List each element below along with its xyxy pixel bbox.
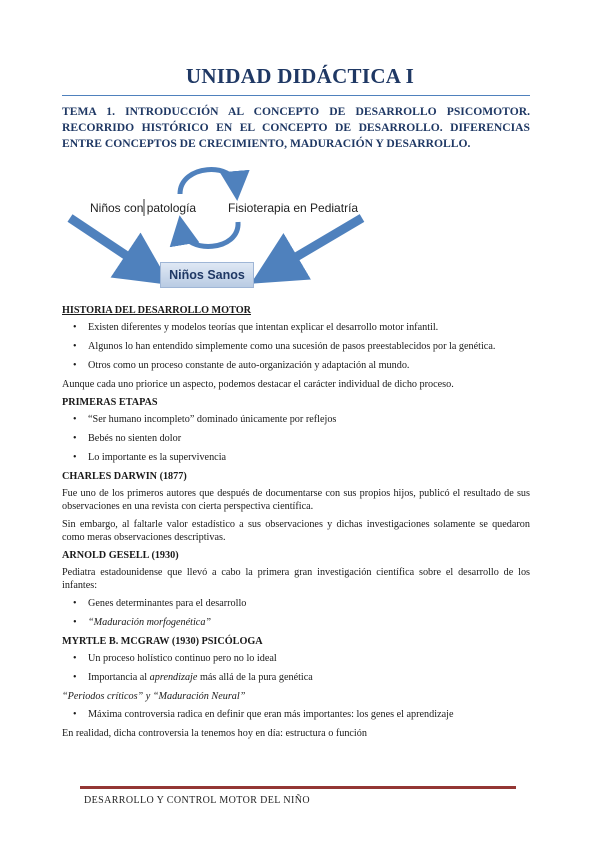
- list-item: • Bebés no sienten dolor: [62, 432, 530, 445]
- primeras-list: [62, 413, 530, 464]
- darwin-paragraph-1: Fue uno de los primeros autores que después de documentarse con sus propios hijos, publicó el resultado de sus observaciones en una revista con cierta perspectiva científica.: [62, 488, 530, 512]
- footer-text: DESARROLLO Y CONTROL MOTOR DEL NIÑO: [84, 795, 310, 806]
- primeras-heading: PRIMERAS ETAPAS: [62, 397, 158, 408]
- historia-note: Aunque cada uno priorice un aspecto, podemos destacar el carácter individual de dicho proceso.: [62, 379, 454, 390]
- darwin-paragraph-2: Sin embargo, al faltarle valor estadístico a sus observaciones y dichas investigaciones solamente se quedaron como meras observaciones descriptivas.: [62, 519, 530, 543]
- mcgraw-list: [62, 652, 530, 684]
- concept-diagram: [62, 160, 462, 295]
- list-item: • Un proceso holístico continuo pero no lo ideal: [62, 652, 530, 665]
- unit-title: UNIDAD DIDÁCTICA I: [185, 64, 415, 88]
- diagram-arrows: [62, 160, 462, 295]
- gesell-list: [62, 597, 530, 629]
- mcgraw-quote: “Periodos críticos” y “Maduración Neural”: [62, 691, 246, 702]
- list-item: • Lo importante es la supervivencia: [62, 451, 530, 464]
- diagram-left-label: Niños con patología: [90, 201, 197, 215]
- text-fragment: más allá de la pura genética: [197, 672, 313, 683]
- content-body: [62, 304, 530, 745]
- list-item: • Máxima controversia radica en definir que eran más importantes: los genes el aprendizaje: [62, 708, 530, 721]
- tema-heading: TEMA 1. INTRODUCCIÓN AL CONCEPTO DE DESARROLLO PSICOMOTOR. RECORRIDO HISTÓRICO EN EL CONCEPTO DE DESARROLLO. DIFERENCIAS ENTRE CONCEPTOS DE CRECIMIENTO, MADURACIÓN Y DESARROLLO.: [62, 105, 530, 150]
- mcgraw-heading: MYRTLE B. MCGRAW (1930) PSICÓLOGA: [62, 636, 263, 647]
- list-item: • Genes determinantes para el desarrollo: [62, 597, 530, 610]
- arrow-left-down-icon: [70, 218, 148, 270]
- gesell-heading: ARNOLD GESELL (1930): [62, 550, 179, 561]
- historia-list: [62, 321, 530, 372]
- title-divider: [62, 95, 530, 96]
- cycle-arrow-top-icon: [180, 170, 236, 194]
- list-item: • Otros como un proceso constante de auto-organización y adaptación al mundo.: [62, 359, 530, 372]
- mcgraw-list-2: [62, 708, 530, 721]
- arrow-right-down-icon: [274, 218, 362, 270]
- historia-heading: HISTORIA DEL DESARROLLO MOTOR: [62, 305, 251, 316]
- list-item: [62, 671, 530, 684]
- footer-divider: [80, 786, 516, 789]
- diagram-right-label: Fisioterapia en Pediatría: [228, 201, 359, 215]
- list-item: • “Maduración morfogenética”: [62, 616, 530, 629]
- diagram-bottom-box: Niños Sanos: [160, 262, 254, 288]
- cycle-arrow-bottom-icon: [182, 222, 238, 246]
- list-item: • Existen diferentes y modelos teorías que intentan explicar el desarrollo motor infantil.: [62, 321, 530, 334]
- text-fragment: Importancia al: [88, 672, 150, 683]
- darwin-heading: CHARLES DARWIN (1877): [62, 471, 187, 482]
- gesell-paragraph: Pediatra estadounidense que llevó a cabo la primera gran investigación científica sobre el desarrollo de los infantes:: [62, 567, 530, 591]
- emphasis-text: aprendizaje: [149, 672, 198, 683]
- closing-paragraph: En realidad, dicha controversia la tenemos hoy en día: estructura o función: [62, 728, 367, 739]
- list-item: • “Ser humano incompleto” dominado únicamente por reflejos: [62, 413, 530, 426]
- list-item: • Algunos lo han entendido simplemente como una sucesión de pasos preestablecidos por la genética.: [62, 340, 530, 353]
